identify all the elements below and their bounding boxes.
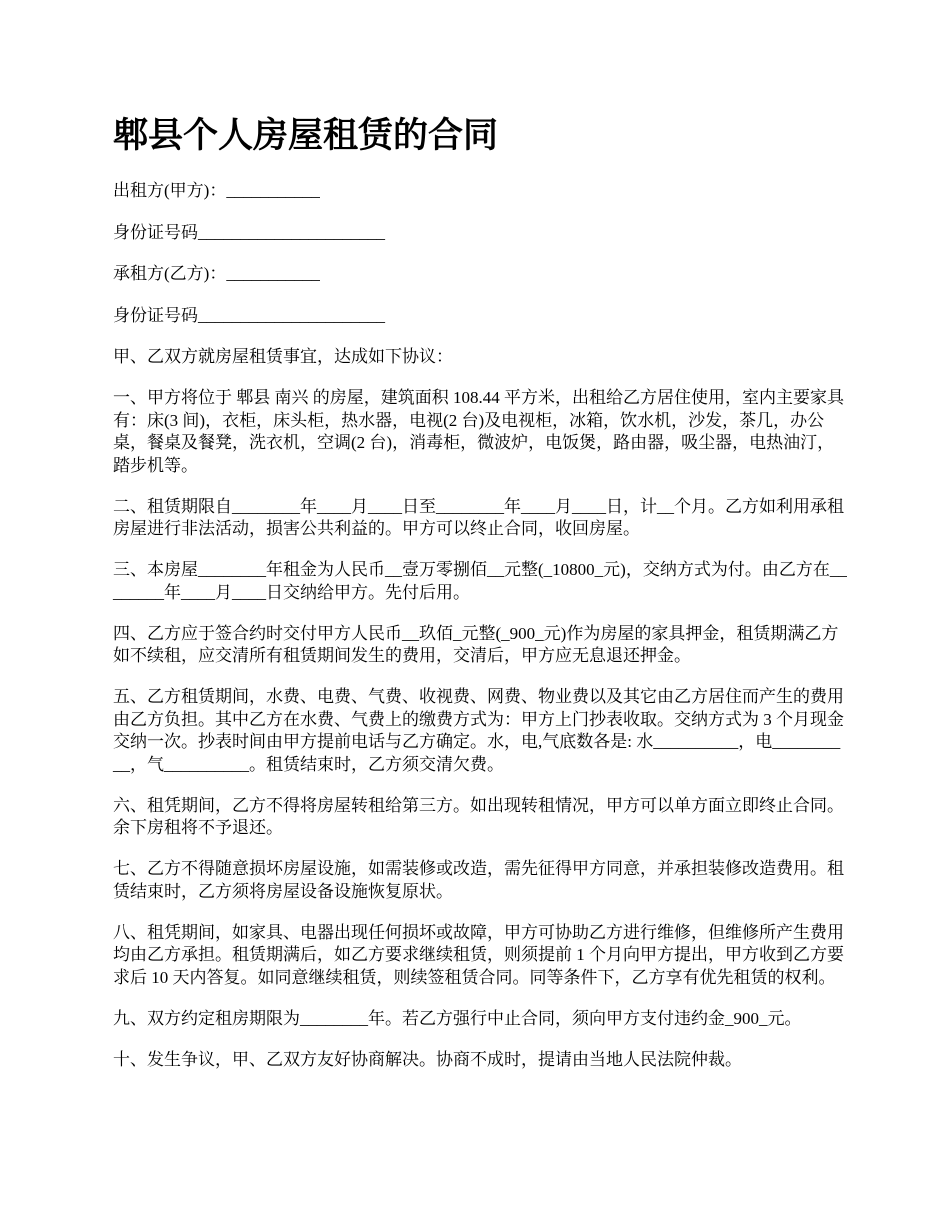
clause-5-utilities: 五、乙方租赁期间，水费、电费、气费、收视费、网费、物业费以及其它由乙方居住而产生的费用由乙方负担。其中乙方在水费、气费上的缴费方式为：甲方上门抄表收取。交纳方式为 3 个月现金交纳一次。抄表时间由甲方提前电话与乙方确定。水，电,气底数各是: 水__________，电__________，气__________。租赁结束时，乙方须交清欠费。 bbox=[113, 687, 844, 774]
lessor-field: 出租方(甲方)：___________ bbox=[113, 181, 320, 200]
clause-3-rent: 三、本房屋________年租金为人民币__壹万零捌佰__元整(_10800_元)，交纳方式为付。由乙方在________年____月____日交纳给甲方。先付后用。 bbox=[113, 560, 847, 602]
lessor-id-field: 身份证号码______________________ bbox=[113, 222, 385, 242]
contract-document bbox=[113, 112, 848, 1090]
agreement-intro: 甲、乙双方就房屋租赁事宜，达成如下协议： bbox=[113, 347, 453, 366]
clause-6-sublet: 六、租凭期间，乙方不得将房屋转租给第三方。如出现转租情况，甲方可以单方面立即终止合同。余下房租将不予退还。 bbox=[113, 795, 844, 837]
clause-2-term: 二、租赁期限自________年____月____日至________年____月____日，计__个月。乙方如利用承租房屋进行非法活动，损害公共利益的。甲方可以终止合同，收回房屋。 bbox=[113, 496, 844, 538]
lessee-field: 承租方(乙方)：___________ bbox=[113, 264, 320, 283]
clause-9-penalty: 九、双方约定租房期限为________年。若乙方强行中止合同，须向甲方支付违约金_900_元。 bbox=[113, 1008, 802, 1028]
clause-7-renovation: 七、乙方不得随意损坏房屋设施，如需装修或改造，需先征得甲方同意，并承担装修改造费用。租赁结束时，乙方须将房屋设备设施恢复原状。 bbox=[113, 859, 844, 901]
clause-8-repairs-renewal: 八、租凭期间，如家具、电器出现任何损坏或故障，甲方可协助乙方进行维修，但维修所产生费用均由乙方承担。租赁期满后，如乙方要求继续租赁，则须提前 1 个月向甲方提出，甲方收到乙方要求后 10 天内答复。如同意继续租赁，则续签租赁合同。同等条件下，乙方享有优先租赁的权利。 bbox=[113, 922, 844, 987]
clause-10-disputes: 十、发生争议，甲、乙双方友好协商解决。协商不成时，提请由当地人民法院仲裁。 bbox=[113, 1049, 742, 1069]
clause-4-deposit: 四、乙方应于签合约时交付甲方人民币__玖佰_元整(_900_元)作为房屋的家具押金，租赁期满乙方如不续租，应交清所有租赁期间发生的费用，交清后，甲方应无息退还押金。 bbox=[113, 623, 839, 665]
lessee-id-field: 身份证号码______________________ bbox=[113, 305, 385, 325]
document-title: 郫县个人房屋租赁的合同 bbox=[113, 116, 499, 156]
clause-1-property: 一、甲方将位于 郫县 南兴 的房屋，建筑面积 108.44 平方米，出租给乙方居住使用，室内主要家具有：床(3 间)，衣柜，床头柜，热水器，电视(2 台)及电视柜，冰箱，饮水机，沙发，茶几，办公桌，餐桌及餐凳，洗衣机，空调(2 台)，消毒柜，微波炉，电饭煲，路由器，吸尘器，电热油汀，踏步机等。 bbox=[113, 388, 844, 475]
